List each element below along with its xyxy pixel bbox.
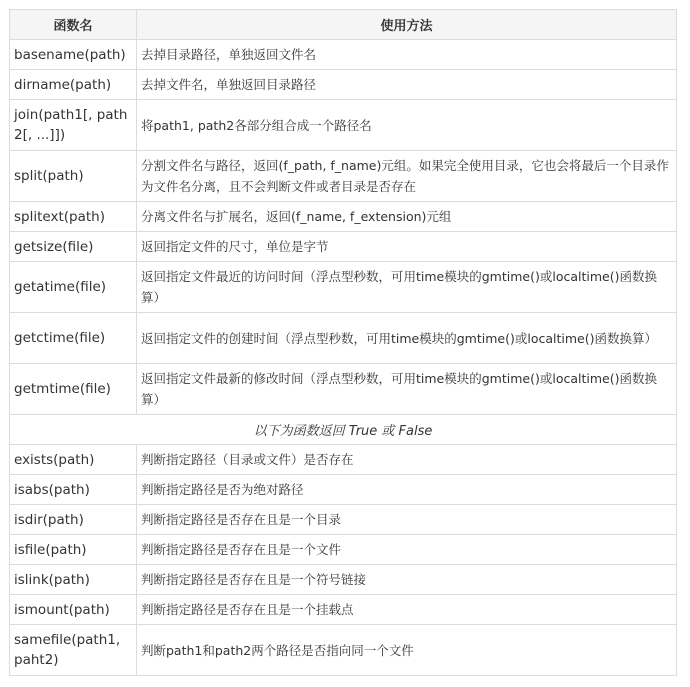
- description-cell: 判断指定路径是否存在且是一个符号链接: [137, 565, 677, 595]
- function-name-cell: getsize(file): [10, 232, 137, 262]
- description-cell: 判断指定路径是否存在且是一个挂载点: [137, 595, 677, 625]
- description-cell: 返回指定文件的创建时间（浮点型秒数，可用time模块的gmtime()或localtime()函数换算）: [137, 313, 677, 364]
- function-name-cell: isabs(path): [10, 475, 137, 505]
- function-name-cell: islink(path): [10, 565, 137, 595]
- description-cell: 判断指定路径是否为绝对路径: [137, 475, 677, 505]
- header-function-name: 函数名: [10, 10, 137, 40]
- table-row: [10, 202, 677, 232]
- description-cell: 去掉目录路径，单独返回文件名: [137, 40, 677, 70]
- function-name-cell: split(path): [10, 151, 137, 202]
- function-name-cell: samefile(path1, paht2): [10, 625, 137, 676]
- description-cell: 返回指定文件的尺寸，单位是字节: [137, 232, 677, 262]
- description-cell: 去掉文件名，单独返回目录路径: [137, 70, 677, 100]
- description-cell: 判断指定路径是否存在且是一个文件: [137, 535, 677, 565]
- table-row: [10, 535, 677, 565]
- function-table: [9, 9, 677, 676]
- function-name-cell: dirname(path): [10, 70, 137, 100]
- table-row: [10, 232, 677, 262]
- table-row: [10, 475, 677, 505]
- table-row: [10, 313, 677, 364]
- table-row: [10, 262, 677, 313]
- function-name-cell: isdir(path): [10, 505, 137, 535]
- table-row: [10, 565, 677, 595]
- description-cell: 分离文件名与扩展名，返回(f_name, f_extension)元组: [137, 202, 677, 232]
- section-label: 以下为函数返回 True 或 False: [10, 415, 677, 445]
- description-cell: 判断指定路径是否存在且是一个目录: [137, 505, 677, 535]
- function-name-cell: basename(path): [10, 40, 137, 70]
- description-cell: 将path1, path2各部分组合成一个路径名: [137, 100, 677, 151]
- function-name-cell: getctime(file): [10, 313, 137, 364]
- table-row: [10, 445, 677, 475]
- description-cell: 分割文件名与路径，返回(f_path, f_name)元组。如果完全使用目录，它也会将最后一个目录作为文件名分离，且不会判断文件或者目录是否存在: [137, 151, 677, 202]
- function-name-cell: join(path1[, path2[, ...]]): [10, 100, 137, 151]
- table-row: [10, 364, 677, 415]
- function-name-cell: isfile(path): [10, 535, 137, 565]
- table-row: [10, 100, 677, 151]
- table-row: [10, 505, 677, 535]
- function-table-container: [9, 9, 676, 676]
- description-cell: 判断指定路径（目录或文件）是否存在: [137, 445, 677, 475]
- description-cell: 返回指定文件最新的修改时间（浮点型秒数，可用time模块的gmtime()或localtime()函数换算）: [137, 364, 677, 415]
- description-cell: 返回指定文件最近的访问时间（浮点型秒数，可用time模块的gmtime()或localtime()函数换算）: [137, 262, 677, 313]
- function-name-cell: exists(path): [10, 445, 137, 475]
- description-cell: 判断path1和path2两个路径是否指向同一个文件: [137, 625, 677, 676]
- table-row: [10, 70, 677, 100]
- table-row: [10, 40, 677, 70]
- function-name-cell: splitext(path): [10, 202, 137, 232]
- table-row: [10, 595, 677, 625]
- function-name-cell: ismount(path): [10, 595, 137, 625]
- function-name-cell: getatime(file): [10, 262, 137, 313]
- header-row: [10, 10, 677, 40]
- function-name-cell: getmtime(file): [10, 364, 137, 415]
- table-row: [10, 625, 677, 676]
- header-usage: 使用方法: [137, 10, 677, 40]
- table-row: [10, 151, 677, 202]
- section-row: [10, 415, 677, 445]
